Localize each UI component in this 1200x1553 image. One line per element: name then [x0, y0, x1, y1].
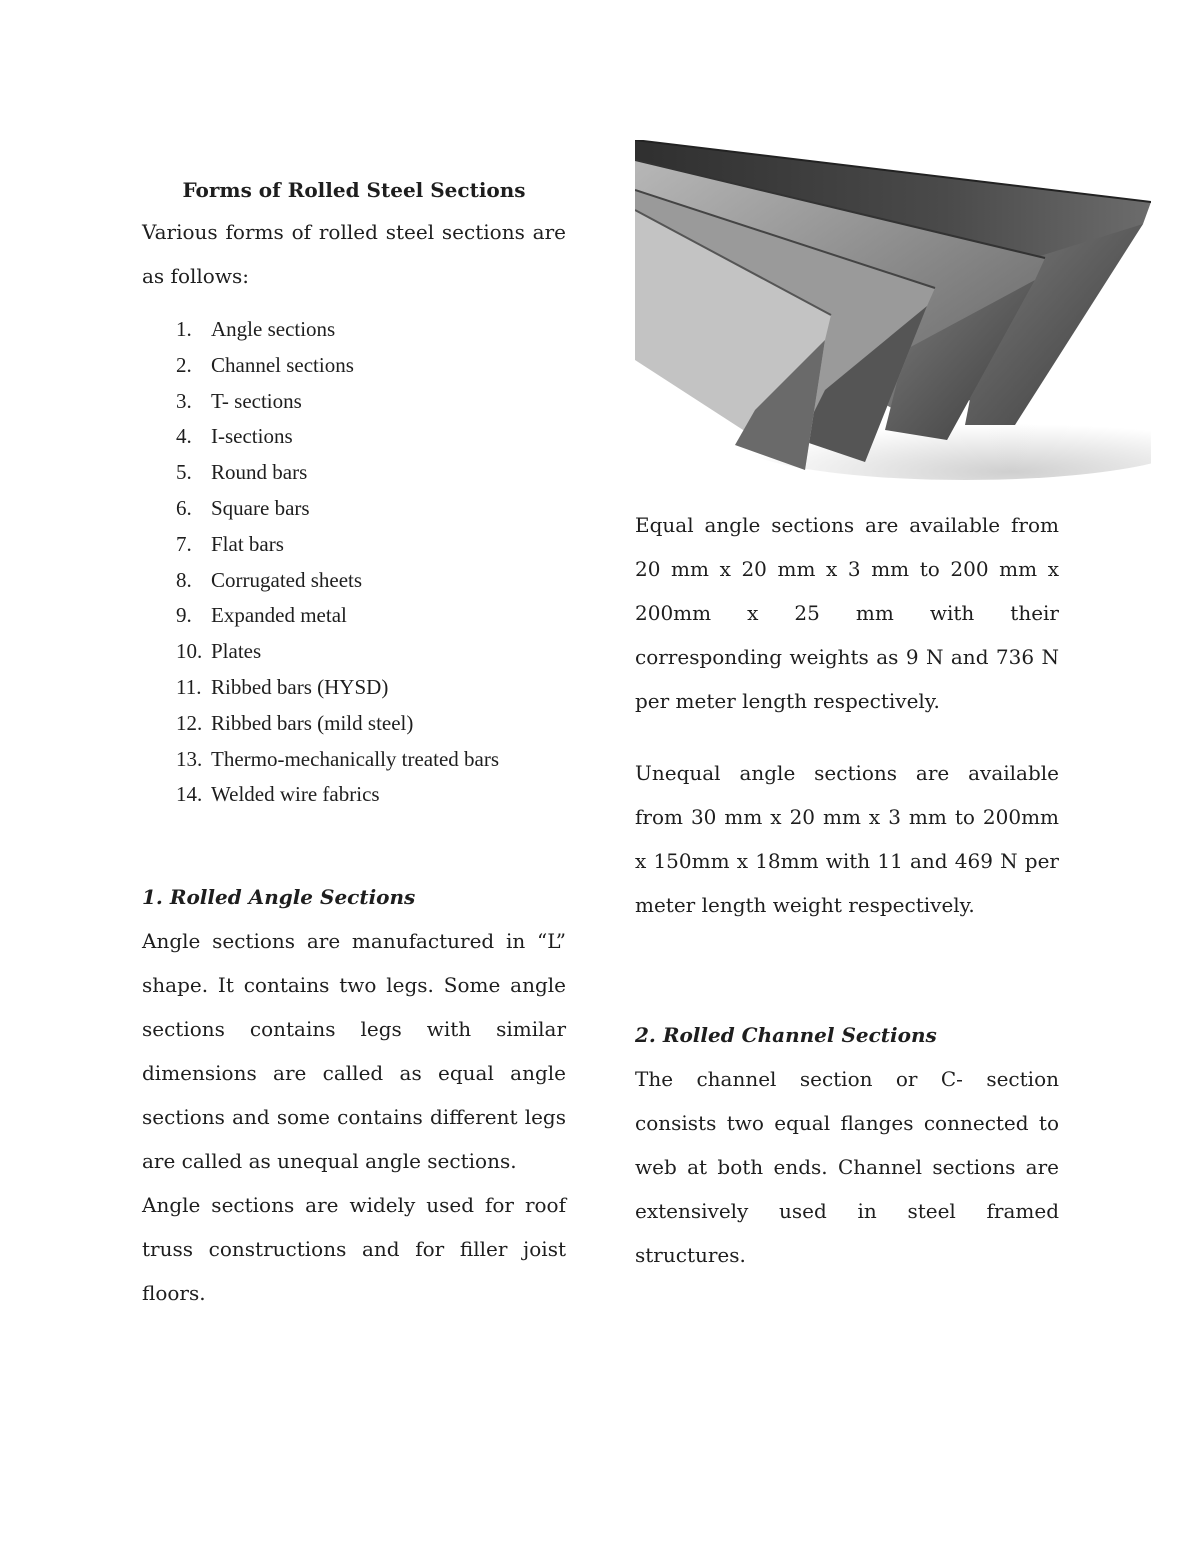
list-item — [142, 598, 566, 634]
list-item-number: 9. — [176, 603, 192, 628]
page-title: Forms of Rolled Steel Sections — [182, 178, 526, 202]
section1-para1: Angle sections are manufactured in “L” shape. It contains two legs. Some angle sections contains legs with similar dimensions are called as equal angle sections and some contains different legs are called as unequal angle sections. — [142, 929, 566, 1174]
list-item-label: Square bars — [211, 495, 310, 520]
spacer — [635, 723, 1059, 751]
list-item-number: 1. — [176, 317, 192, 341]
list-item-label: Thermo-mechanically treated bars — [211, 746, 500, 771]
list-item-label: Plates — [211, 639, 262, 664]
unequal-angle-para: Unequal angle sections are available from 30 mm x 20 mm x 3 mm to 200mm x 150mm x 18mm with 11 and 469 N per meter length weight respectively. — [635, 761, 1059, 917]
list-item-label: Round bars — [211, 460, 308, 485]
section2-para: The channel section or C- section consists two equal flanges connected to web at both ends. Channel sections are extensively used in steel framed structures. — [635, 1067, 1059, 1267]
list-item — [142, 634, 566, 670]
section1-para2: Angle sections are widely used for roof truss constructions and for filler joist floors. — [142, 1193, 566, 1306]
list-item-number: 4. — [176, 424, 192, 449]
list-item-number: 10. — [176, 639, 203, 664]
list-item-number: 6. — [176, 495, 192, 520]
right-column — [635, 140, 1059, 1277]
list-item — [142, 384, 566, 420]
equal-angle-para: Equal angle sections are available from 20 mm x 20 mm x 3 mm to 200 mm x 200mm x 25 mm with their corresponding weights as 9 N and 736 N per meter length respectively. — [635, 513, 1059, 713]
list-item-number: 14. — [176, 782, 203, 807]
list-item-number: 11. — [176, 674, 202, 699]
list-item-label: Corrugated sheets — [211, 567, 363, 592]
list-item-label: Ribbed bars (HYSD) — [211, 674, 389, 699]
list-item-label: T- sections — [211, 388, 302, 413]
list-item-label: Expanded metal — [211, 603, 347, 628]
angle-sections-photo — [635, 140, 1151, 485]
spacer — [635, 485, 1059, 503]
list-item — [142, 527, 566, 563]
list-item — [142, 455, 566, 491]
list-item — [142, 419, 566, 455]
list-item-number: 5. — [176, 460, 192, 485]
list-item-number: 2. — [176, 352, 192, 377]
list-item — [142, 348, 566, 384]
list-item — [142, 670, 566, 706]
spacer — [142, 813, 566, 875]
list-item-label: Flat bars — [211, 531, 284, 556]
left-column — [142, 160, 566, 1315]
intro-text: Various forms of rolled steel sections are as follows: — [142, 220, 566, 288]
section2-heading: 2. Rolled Channel Sections — [635, 1023, 937, 1047]
list-item-label: Angle sections — [211, 317, 336, 341]
list-item-number: 8. — [176, 567, 192, 592]
list-item-number: 7. — [176, 531, 192, 556]
section1-heading: 1. Rolled Angle Sections — [142, 885, 416, 910]
list-item — [142, 312, 566, 348]
list-item — [142, 777, 566, 813]
list-item — [142, 491, 566, 527]
list-item — [142, 706, 566, 742]
list-item-number: 3. — [176, 388, 192, 413]
spacer — [635, 927, 1059, 1013]
list-item — [142, 742, 566, 778]
list-item-number: 13. — [176, 746, 203, 771]
list-item — [142, 563, 566, 599]
list-item-label: I-sections — [211, 424, 293, 449]
list-item-label: Welded wire fabrics — [211, 782, 380, 807]
forms-list — [142, 312, 566, 813]
list-item-label: Ribbed bars (mild steel) — [211, 710, 414, 735]
list-item-label: Channel sections — [211, 352, 354, 377]
list-item-number: 12. — [176, 710, 203, 735]
